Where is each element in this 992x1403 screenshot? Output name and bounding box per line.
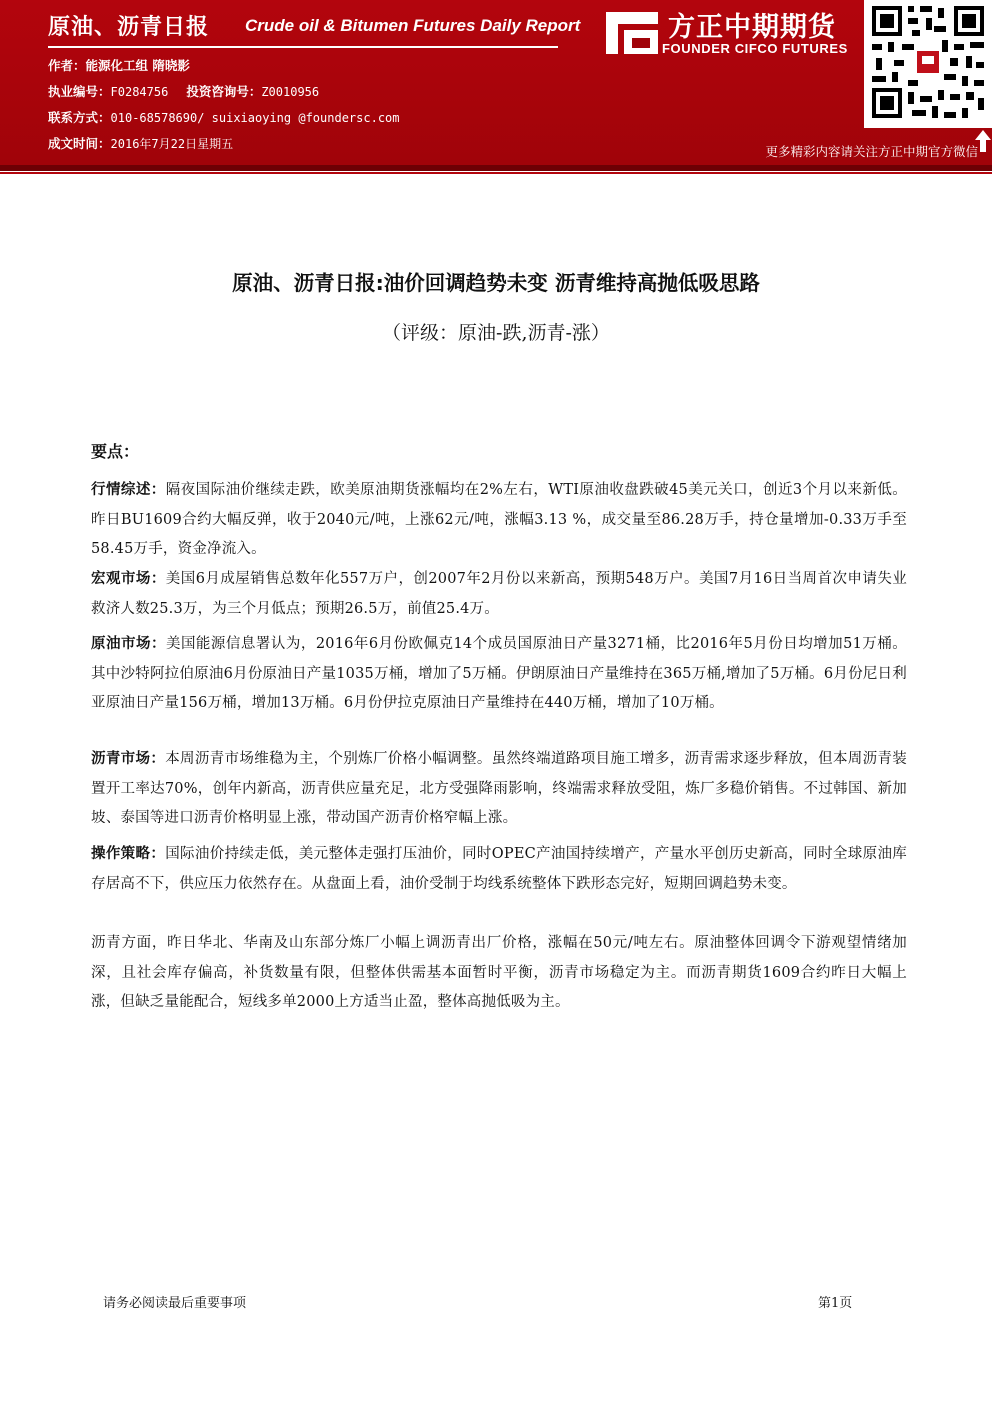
section-bitumen-outlook xyxy=(91,929,907,1018)
footer-notice: 请务必阅读最后重要事项 xyxy=(103,1296,247,1311)
section-text: 沥青方面，昨日华北、华南及山东部分炼厂小幅上调沥青出厂价格，涨幅在50元/吨左右。原油整体回调令下游观望情绪加深，且社会库存偏高，补货数量有限，但整体供需基本面暂时平衡，沥青市场稳定为主。而沥青期货1609合约昨日大幅上涨，但缺乏量能配合，短线多单2000上方适当止盈，整体高抛低吸为主。 xyxy=(91,935,907,1010)
license-label: 执业编号： xyxy=(48,84,111,99)
header-divider-line xyxy=(0,172,992,174)
date-label: 成文时间： xyxy=(48,136,111,151)
page-number: 第1页 xyxy=(818,1296,853,1311)
brand-name-cn: 方正中期期货 xyxy=(668,12,836,43)
header-title-en: Crude oil & Bitumen Futures Daily Report xyxy=(245,16,581,35)
section-lead: 沥青市场： xyxy=(91,751,166,767)
section-text: 国际油价持续走低，美元整体走强打压油价，同时OPEC产油国持续增产，产量水平创历史新高，同时全球原油库存居高不下，供应压力依然存在。从盘面上看，油价受制于均线系统整体下跌形态完好，短期回调趋势未变。 xyxy=(91,846,907,892)
license-value: F0284756 xyxy=(110,85,169,99)
author-value: 能源化工组 隋晓影 xyxy=(85,58,190,73)
report-rating: （评级：原油-跌,沥青-涨） xyxy=(382,322,610,344)
contact-value: 010-68578690/ suixiaoying @foundersc.com xyxy=(110,111,400,125)
section-strategy xyxy=(91,840,907,899)
brand-name-en: FOUNDER CIFCO FUTURES xyxy=(662,41,848,56)
section-macro-market xyxy=(91,565,907,624)
author-label: 作者： xyxy=(48,58,86,73)
report-header-banner xyxy=(0,0,992,165)
header-title-underline xyxy=(48,46,558,48)
section-lead: 操作策略： xyxy=(91,846,166,862)
author-line xyxy=(48,56,190,74)
header-divider-dark xyxy=(0,165,992,171)
keypoints-heading: 要点： xyxy=(91,442,140,461)
section-text: 美国能源信息署认为，2016年6月份欧佩克14个成员国原油日产量3271桶，比2016年5月份日均增加51万桶。其中沙特阿拉伯原油6月份原油日产量1035万桶，增加了5万桶。伊朗原油日产量维持在365万桶,增加了5万桶。6月份尼日利亚原油日产量156万桶，增加13万桶。6月份伊拉克原油日产量维持在440万桶，增加了10万桶。 xyxy=(91,636,907,711)
section-market-overview xyxy=(91,476,907,565)
section-bitumen-market xyxy=(91,745,907,834)
license-line xyxy=(48,82,319,100)
section-lead: 原油市场： xyxy=(91,636,166,652)
section-text: 本周沥青市场维稳为主，个别炼厂价格小幅调整。虽然终端道路项目施工增多，沥青需求逐步释放，但本周沥青装置开工率达70%，创年内新高，沥青供应量充足，北方受强降雨影响，终端需求释放受阻，炼厂多稳价销售。不过韩国、新加坡、泰国等进口沥青价格明显上涨，带动国产沥青价格窄幅上涨。 xyxy=(91,751,908,826)
follow-wechat-text: 更多精彩内容请关注方正中期官方微信 xyxy=(765,144,978,159)
header-title-cn: 原油、沥青日报 xyxy=(48,15,210,40)
company-logo-icon xyxy=(602,8,662,58)
qr-code-icon xyxy=(864,0,992,128)
section-lead: 宏观市场： xyxy=(91,571,166,587)
section-crude-market xyxy=(91,630,907,719)
section-text: 美国6月成屋销售总数年化557万户，创2007年2月份以来新高，预期548万户。美国7月16日当周首次申请失业救济人数25.3万，为三个月低点；预期26.5万，前值25.4万。 xyxy=(91,571,907,617)
contact-line xyxy=(48,108,400,126)
date-value: 2016年7月22日星期五 xyxy=(110,137,234,151)
consult-label: 投资咨询号： xyxy=(186,84,262,99)
section-text: 隔夜国际油价继续走跌，欧美原油期货涨幅均在2%左右，WTI原油收盘跌破45美元关口，创近3个月以来新低。昨日BU1609合约大幅反弹，收于2040元/吨，上涨62元/吨，涨幅3.13 %，成交量至86.28万手，持仓量增加-0.33万手至58.45万手，资金净流入。 xyxy=(91,482,907,557)
date-line xyxy=(48,134,233,152)
wechat-qr-code xyxy=(864,0,992,128)
section-lead: 行情综述： xyxy=(91,482,166,498)
contact-label: 联系方式： xyxy=(48,110,111,125)
consult-value: Z0010956 xyxy=(261,85,320,99)
report-title: 原油、沥青日报:油价回调趋势未变 沥青维持高抛低吸思路 xyxy=(232,271,760,295)
